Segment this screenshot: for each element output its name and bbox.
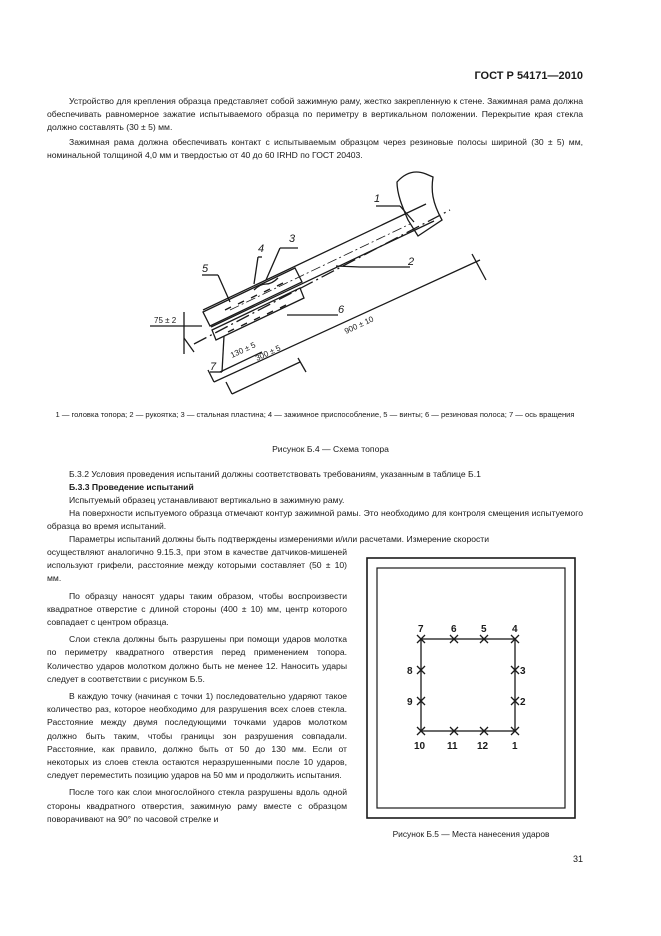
point-7: 7	[418, 624, 424, 635]
figure-b4-legend: 1 — головка топора; 2 — рукоятка; 3 — стальная пластина; 4 — зажимное приспособление, 5 — винты; 6 — резиновая полоса; 7 — ось вращения	[55, 410, 575, 419]
label-3: 3	[289, 233, 296, 245]
figure-b5-caption: Рисунок Б.5 — Места нанесения ударов	[392, 829, 550, 839]
point-11: 11	[447, 741, 458, 752]
column-paragraph-1: осуществляют аналогично 9.15.3, при этом в качестве датчиков-мишеней используют грифели, расстояние между которыми составляет (50 ± 10) мм.	[47, 547, 347, 584]
label-4: 4	[258, 243, 265, 255]
label-1: 1	[374, 193, 381, 205]
intro-paragraph-1: Устройство для крепления образца представляет собой зажимную раму, жестко закрепленную к стене. Зажимная рама должна обеспечивать равномерное зажатие испытываемого образца по периметру в вертикальном положении. Перекрытие края стекла должно составлять (30 ± 5) мм.	[47, 96, 583, 133]
figure-b4-caption: Рисунок Б.4 — Схема топора	[272, 444, 389, 454]
square-hole-outline	[421, 639, 515, 731]
column-paragraph-5: После того как слои многослойного стекла разрушены вдоль одной стороны квадратного отверстия, зажимную раму вместе с образцом поворачивают на 90° по часовой стрелке и	[47, 787, 347, 824]
section-b32: Б.3.2 Условия проведения испытаний должны соответствовать требованиям, указанным в таблице Б.1	[69, 469, 481, 479]
axe-diagram	[150, 162, 490, 407]
handle-upper-edge	[203, 204, 426, 310]
text-column	[47, 546, 347, 826]
screws	[225, 283, 286, 332]
point-9: 9	[407, 697, 413, 708]
point-2: 2	[520, 697, 526, 708]
section-paragraph-3: Параметры испытаний должны быть подтверждены измерениями и/или расчетами. Измерение скорости	[69, 534, 490, 544]
point-4: 4	[512, 624, 518, 635]
point-6: 6	[451, 624, 457, 635]
page-number: 31	[572, 854, 583, 864]
intro-paragraph-2: Зажимная рама должна обеспечивать контакт с испытываемым образцом через резиновые полосы шириной (30 ± 5) мм, номинальной толщиной 4,0 мм и твердостью от 40 до 60 IRHD по ГОСТ 20403.	[47, 137, 583, 161]
label-5: 5	[202, 263, 209, 275]
clamp-body	[212, 288, 304, 340]
point-12: 12	[477, 741, 489, 752]
rotation-axis	[194, 210, 450, 344]
dimension-300: 300 ± 5	[254, 343, 282, 363]
column-paragraph-3: Слои стекла должны быть разрушены при помощи ударов молотка по периметру квадратного отверстия перед применением топора. Количество ударов молотком должно быть не менее 12. Наносить удары следует в соответствии с рисунком Б.5.	[47, 634, 347, 684]
section-paragraph-1: Испытуемый образец устанавливают вертикально в зажимную раму.	[69, 495, 345, 505]
dimension-75: 75 ± 2	[154, 316, 177, 325]
impact-points-diagram	[366, 557, 576, 819]
document-header: ГОСТ Р 54171—2010	[474, 70, 583, 82]
section-paragraph-2: На поверхности испытуемого образца отмечают контур зажимной рамы. Это необходимо для контроля смещения испытуемого образца во время испытаний.	[47, 508, 583, 532]
column-paragraph-4: В каждую точку (начиная с точки 1) последовательно ударяют такое количество раз, которое необходимо для разрушения всех слоев стекла. Расстояние между двумя последующими точками ударов молотком должно быть таким, чтобы границы зон разрушения совпадали. Расстояние, как правило, должно быть от 50 до 130 мм. Если от некоторых из слоев стекла остаются неразрушенными после 10 ударов, следует переместить позицию ударов на 50 мм и продолжить испытания.	[47, 691, 347, 781]
dimension-130: 130 ± 5	[229, 340, 257, 360]
point-1: 1	[512, 741, 518, 752]
point-3: 3	[520, 666, 526, 677]
label-7: 7	[210, 361, 217, 373]
column-paragraph-2: По образцу наносят удары таким образом, чтобы воспроизвести квадратное отверстие с длиной стороны (400 ± 10) мм, центр которого совпадает с центром образца.	[47, 590, 347, 628]
point-10: 10	[414, 741, 426, 752]
axe-head-outline	[397, 172, 442, 236]
label-6: 6	[338, 304, 345, 316]
label-2: 2	[408, 256, 415, 268]
dimension-900: 900 ± 10	[343, 314, 376, 336]
section-b33-title: Б.3.3 Проведение испытаний	[69, 482, 194, 492]
point-5: 5	[481, 624, 487, 635]
handle-lower-edge	[211, 221, 434, 327]
point-8: 8	[407, 666, 413, 677]
